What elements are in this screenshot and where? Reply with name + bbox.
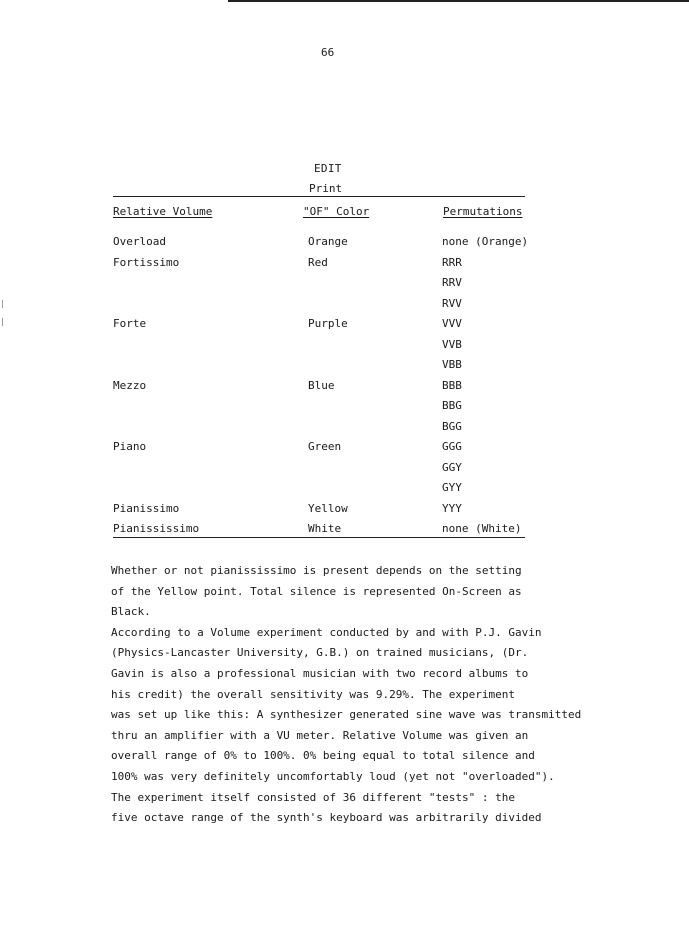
text-line: of the Yellow point. Total silence is represented On-Screen as — [111, 584, 522, 598]
table-row — [0, 440, 689, 454]
relative-volume-cell: Forte — [113, 317, 147, 330]
relative-volume-cell: Fortissimo — [113, 255, 180, 269]
relative-volume-cell: Piano — [113, 440, 147, 453]
permutation-cell: RVV — [442, 296, 462, 310]
table-row — [0, 338, 689, 352]
relative-volume-cell: Pianissimo — [113, 501, 180, 515]
permutation-cell: VVV — [442, 317, 462, 330]
table-top-rule — [113, 196, 525, 197]
text-line: The experiment itself consisted of 36 different "tests" : the — [111, 790, 515, 804]
text-line: was set up like this: A synthesizer generated sine wave was transmitted — [111, 708, 582, 722]
table-row — [0, 379, 689, 393]
table-row — [0, 276, 689, 290]
table-row — [0, 317, 689, 331]
top-edge-rule — [228, 0, 689, 2]
table-row — [0, 420, 689, 434]
permutation-cell: none (White) — [442, 522, 522, 535]
header-of-color: "OF" Color — [303, 205, 370, 218]
color-cell: Red — [308, 255, 328, 269]
permutation-cell: GYY — [442, 481, 462, 494]
table-row — [0, 481, 689, 495]
text-line: overall range of 0% to 100%. 0% being equal to total silence and — [111, 749, 535, 763]
text-line: According to a Volume experiment conducted by and with P.J. Gavin — [111, 625, 542, 639]
text-line: (Physics-Lancaster University, G.B.) on trained musicians, (Dr. — [111, 646, 529, 660]
header-permutations: Permutations — [443, 205, 523, 218]
table-row — [0, 461, 689, 475]
relative-volume-cell: Pianississimo — [113, 522, 200, 535]
permutation-cell: BBB — [442, 378, 462, 392]
permutation-cell: VVB — [442, 337, 462, 351]
text-line: 100% was very definitely uncomfortably loud (yet not "overloaded"). — [111, 769, 555, 783]
relative-volume-cell: Mezzo — [113, 378, 147, 392]
permutation-cell: BGG — [442, 419, 462, 433]
color-cell: Purple — [308, 317, 348, 330]
permutation-cell: none (Orange) — [442, 235, 529, 248]
print-label: Print — [309, 182, 343, 195]
color-cell: Yellow — [308, 501, 348, 515]
color-cell: Blue — [308, 378, 335, 392]
table-row — [0, 256, 689, 270]
permutation-cell: RRR — [442, 255, 462, 269]
page-number: 66 — [321, 46, 335, 59]
table-row — [0, 502, 689, 516]
table-row — [0, 358, 689, 372]
text-line: thru an amplifier with a VU meter. Relative Volume was given an — [111, 728, 529, 742]
relative-volume-cell: Overload — [113, 235, 166, 248]
table-row — [0, 522, 689, 536]
text-line: Whether or not pianississimo is present depends on the setting — [111, 564, 522, 577]
text-line: Black. — [111, 605, 151, 619]
table-bottom-rule — [113, 537, 525, 538]
table-row — [0, 297, 689, 311]
permutation-cell: YYY — [442, 501, 462, 515]
color-cell: Green — [308, 440, 342, 453]
text-line: five octave range of the synth's keyboard was arbitrarily divided — [111, 811, 542, 825]
text-line: Gavin is also a professional musician with two record albums to — [111, 666, 529, 680]
table-row — [0, 235, 689, 249]
permutation-cell: VBB — [442, 358, 462, 371]
body-paragraph — [111, 561, 581, 829]
color-cell: White — [308, 522, 342, 535]
permutation-cell: GGG — [442, 440, 462, 453]
permutation-cell: GGY — [442, 460, 462, 474]
table-row — [0, 399, 689, 413]
text-line: his credit) the overall sensitivity was 9.29%. The experiment — [111, 687, 515, 701]
edit-label: EDIT — [314, 162, 342, 175]
color-cell: Orange — [308, 235, 348, 248]
permutation-cell: RRV — [442, 276, 462, 289]
permutation-cell: BBG — [442, 399, 462, 412]
header-relative-volume: Relative Volume — [113, 205, 213, 218]
